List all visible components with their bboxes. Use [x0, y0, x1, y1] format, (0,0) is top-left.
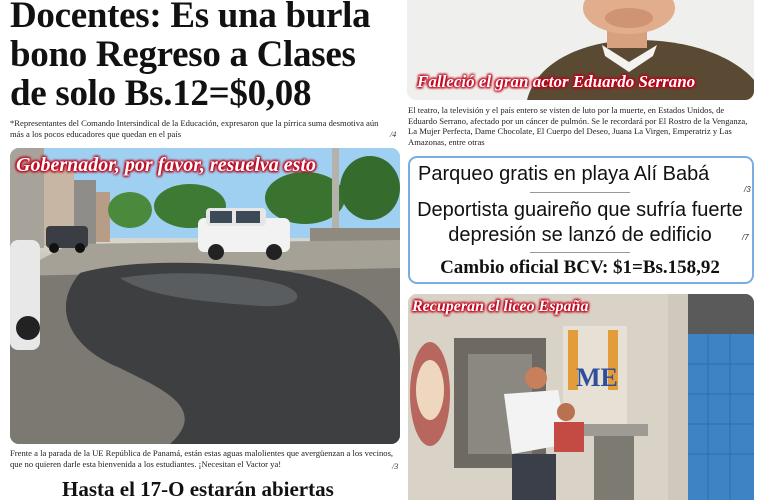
brief-separator-2 [530, 252, 630, 253]
lead-page-ref: /4 [390, 130, 397, 139]
actor-overlay-title: Falleció el gran actor Eduardo Serrano [417, 72, 696, 91]
road-photo[interactable] [10, 148, 400, 444]
lead-headline[interactable] [10, 0, 402, 113]
actor-photo[interactable] [407, 0, 754, 100]
lead-headline-line-3: de solo Bs.12=$0,08 [10, 73, 312, 114]
briefs-box [408, 156, 754, 284]
brief-parking[interactable]: Parqueo gratis en playa Alí Babá [418, 163, 710, 185]
road-overlay-title: Gobernador, por favor, resuelva esto [16, 154, 316, 176]
brief-athlete[interactable]: Deportista guaireño que sufría fuerte depresión se lanzó de edificio [417, 199, 743, 246]
road-page-ref: /3 [392, 462, 399, 471]
brief-parking-page-ref: /3 [744, 185, 751, 194]
lead-headline-line-2: bono Regreso a Clases [10, 34, 356, 75]
brief-exchange-rate[interactable]: Cambio oficial BCV: $1=Bs.158,92 [440, 257, 720, 278]
road-photo-illustration [10, 148, 400, 444]
bottom-headline[interactable]: Hasta el 17-O estarán abiertas [62, 477, 334, 500]
lead-summary: *Representantes del Comando Intersindical de la Educación, expresaron que la pírrica suma desmotiva aún más a los pocos educadores que quedan en el país [10, 118, 379, 139]
school-photo[interactable] [408, 294, 754, 500]
road-caption: Frente a la parada de la UE República de Panamá, están estas aguas malolientes que avergüenzan a los vecinos, que no quieren darle esta bienvenida a los estudiantes. ¡Necesitan el Vactor ya! [10, 448, 394, 469]
school-photo-illustration [408, 294, 754, 500]
brief-athlete-page-ref: /7 [742, 233, 749, 242]
school-overlay-title: Recuperan el liceo España [412, 298, 589, 315]
svg-text:ME: ME [576, 363, 618, 392]
lead-headline-line-1: Docentes: Es una burla [10, 0, 371, 36]
brief-separator-1 [530, 192, 630, 193]
actor-caption: El teatro, la televisión y el país entero se visten de luto por la muerte, en Estados Unidos, de Eduardo Serrano, afectado por un cáncer de pulmón. Se le recordará por El Rostro de la Venganza, La Mujer Perfecta, Dame Chocolate, El Cuerpo del Deseo, Juana La Virgen, Emperatriz y Las Amazonas, entre otras [408, 105, 748, 147]
